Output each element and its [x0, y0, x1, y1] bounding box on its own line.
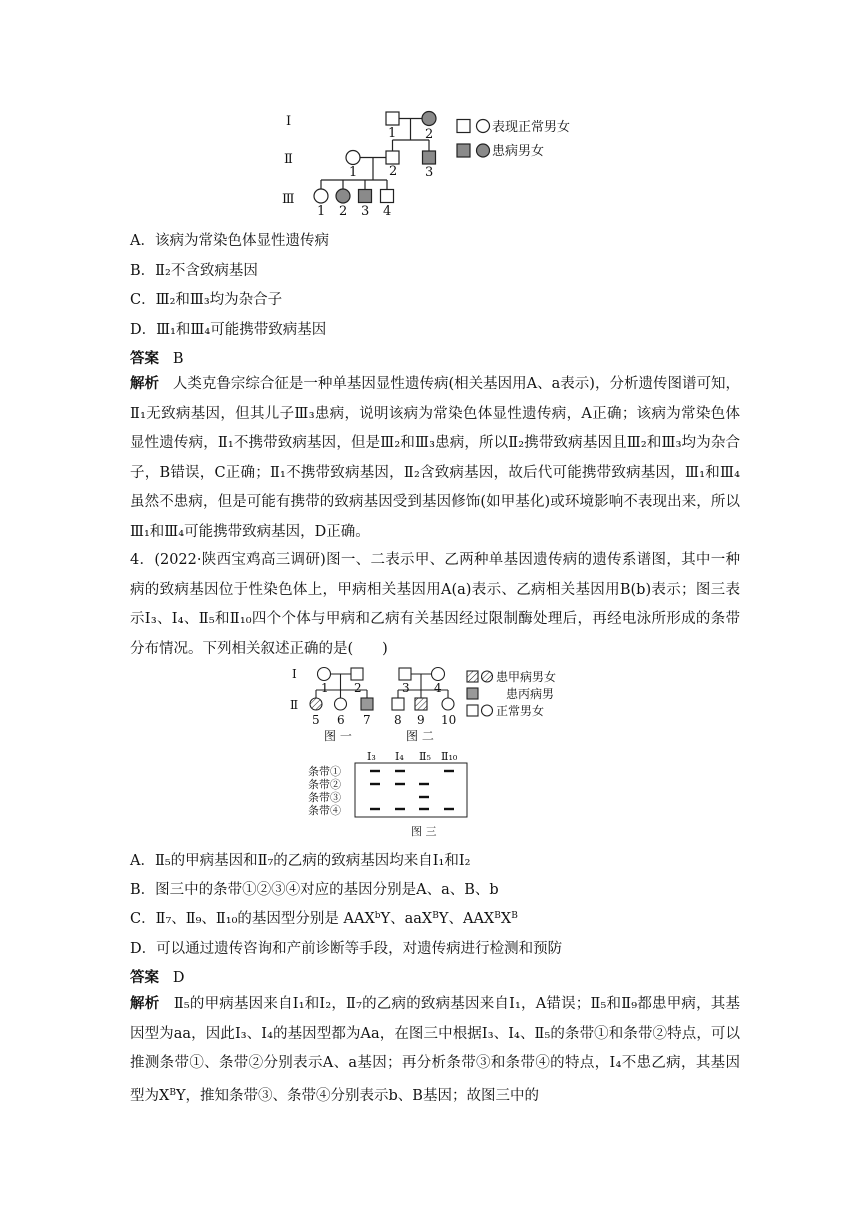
q4-answer-value: D — [172, 970, 185, 986]
svg-text:4: 4 — [434, 681, 442, 695]
svg-text:2: 2 — [339, 204, 348, 219]
fig2-caption-1: 图 一 — [324, 729, 352, 743]
pedigree-figure-2 — [284, 662, 604, 746]
band-label-2: 条带② — [308, 778, 341, 791]
q4-explanation: 解析 Ⅱ₅的甲病基因来自Ⅰ₁和Ⅰ₂，Ⅱ₇的乙病的致病基因来自Ⅰ₁，A错误；Ⅱ₅和Ⅱ₉都患甲病，其基因型为aa，因此Ⅰ₃、Ⅰ₄的基因型都为Aa，在图三中根据Ⅰ₃、Ⅰ₄、Ⅱ₅的条带①和条带②特点，可以推测条带①、条带②分别表示A、a基因；再分析条带③和条带④的特点，Ⅰ₄不患乙病，其基因型为$X^BY$，推知条带③、条带④分别表示b、B基因；故图三中的 — [130, 996, 741, 1104]
q3-explanation-text: 人类克鲁宗综合征是一种单基因显性遗传病(相关基因用A、a表示)，分析遗传图谱可知，Ⅱ₁无致病基因，但其儿子Ⅲ₃患病，说明该病为常染色体显性遗传病，A正确；该病为常染色体显性遗传病，Ⅱ₁不携带致病基因，但是Ⅲ₂和Ⅲ₃患病，所以Ⅱ₂携带致病基因且Ⅲ₂和Ⅲ₃均为杂合子，B错误，C正确；Ⅱ₁不携带致病基因，Ⅱ₂含致病基因，故后代可能携带致病基因，Ⅲ₁和Ⅲ₄虽然不患病，但是可能有携带的致病基因受到基因修饰(如甲基化)或环境影响不表现出来，所以Ⅲ₁和Ⅲ₄可能携带致病基因，D正确。 — [130, 376, 740, 540]
svg-text:3: 3 — [402, 681, 410, 695]
legend-disease-male: 患丙病男 — [506, 687, 555, 701]
q3-option-c: C．Ⅲ₂和Ⅲ₃均为杂合子 — [130, 292, 283, 308]
svg-text:4: 4 — [383, 204, 392, 219]
gen-label-III: Ⅲ — [282, 192, 295, 207]
svg-text:6: 6 — [337, 713, 345, 727]
q3-answer-value: B — [172, 351, 184, 367]
band-label-1: 条带① — [308, 765, 341, 778]
q3-explanation-label: 解析 — [130, 376, 160, 392]
svg-text:3: 3 — [425, 165, 434, 180]
svg-text:1: 1 — [317, 204, 326, 219]
gen-label-I: Ⅰ — [286, 114, 292, 129]
legend-affected: 患病男女 — [492, 144, 545, 159]
fig2-caption-2: 图 二 — [406, 729, 434, 743]
q3-answer — [130, 347, 183, 368]
svg-text:1: 1 — [349, 165, 358, 180]
q3-answer-label: 答案 — [130, 351, 159, 367]
q4-answer — [130, 966, 184, 987]
q4-explanation-label: 解析 — [130, 996, 160, 1012]
gen-label-II: Ⅱ — [284, 152, 293, 167]
svg-text:2: 2 — [389, 164, 398, 179]
fig2-gen-I: Ⅰ — [292, 667, 297, 681]
fig3-caption: 图 三 — [411, 825, 437, 838]
col-header-1: Ⅰ₃ — [367, 750, 376, 763]
svg-text:2: 2 — [354, 681, 362, 695]
q3-explanation — [130, 370, 740, 547]
legend-disease-a: 患甲病男女 — [496, 670, 557, 684]
q3-option-b: B．Ⅱ₂不含致病基因 — [130, 263, 258, 279]
electrophoresis-figure-3 — [306, 747, 486, 839]
svg-text:7: 7 — [363, 713, 371, 727]
col-header-2: Ⅰ₄ — [395, 750, 404, 763]
band-label-4: 条带④ — [308, 804, 341, 817]
svg-text:1: 1 — [388, 126, 397, 141]
fig2-gen-II: Ⅱ — [290, 698, 299, 712]
col-header-4: Ⅱ₁₀ — [441, 750, 458, 763]
q4-option-b: B．图三中的条带①②③④对应的基因分别是A、a、B、b — [130, 882, 499, 898]
legend-normal: 表现正常男女 — [492, 120, 571, 135]
q4-option-a: A．Ⅱ₅的甲病基因和Ⅱ₇的乙病的致病基因均来自Ⅰ₁和Ⅰ₂ — [130, 853, 471, 869]
svg-text:3: 3 — [361, 204, 370, 219]
svg-text:2: 2 — [425, 127, 434, 142]
q4-option-c: C．Ⅱ₇、Ⅱ₉、Ⅱ₁₀的基因型分别是 AAX$^b$Y、aaX$^B$Y、$AAX^BX^B$ — [130, 911, 518, 927]
svg-text:1: 1 — [321, 681, 329, 695]
svg-text:10: 10 — [441, 713, 457, 727]
legend-normal-2: 正常男女 — [496, 704, 545, 718]
q4-answer-label: 答案 — [130, 970, 159, 986]
q4-option-d: D．可以通过遗传咨询和产前诊断等手段，对遗传病进行检测和预防 — [130, 941, 563, 957]
svg-text:5: 5 — [312, 713, 320, 727]
q4-stem: 4．(2022·陕西宝鸡高三调研)图一、二表示甲、乙两种单基因遗传病的遗传系谱图，其中一种病的致病基因位于性染色体上，甲病相关基因用A(a)表示、乙病相关基因用B(b)表示；图三表示Ⅰ₃、Ⅰ₄、Ⅱ₅和Ⅱ₁₀四个个体与甲病和乙病有关基因经过限制酶处理后，再经电泳所形成的条带分布情况。下列相关叙述正确的是( ) — [130, 552, 740, 657]
svg-text:9: 9 — [417, 713, 425, 727]
svg-text:8: 8 — [394, 713, 402, 727]
band-label-3: 条带③ — [308, 791, 341, 804]
pedigree-figure-1 — [280, 108, 600, 220]
col-header-3: Ⅱ₅ — [419, 750, 431, 763]
q3-option-a: A．该病为常染色体显性遗传病 — [130, 233, 329, 249]
q3-option-d: D．Ⅲ₁和Ⅲ₄可能携带致病基因 — [130, 322, 327, 338]
